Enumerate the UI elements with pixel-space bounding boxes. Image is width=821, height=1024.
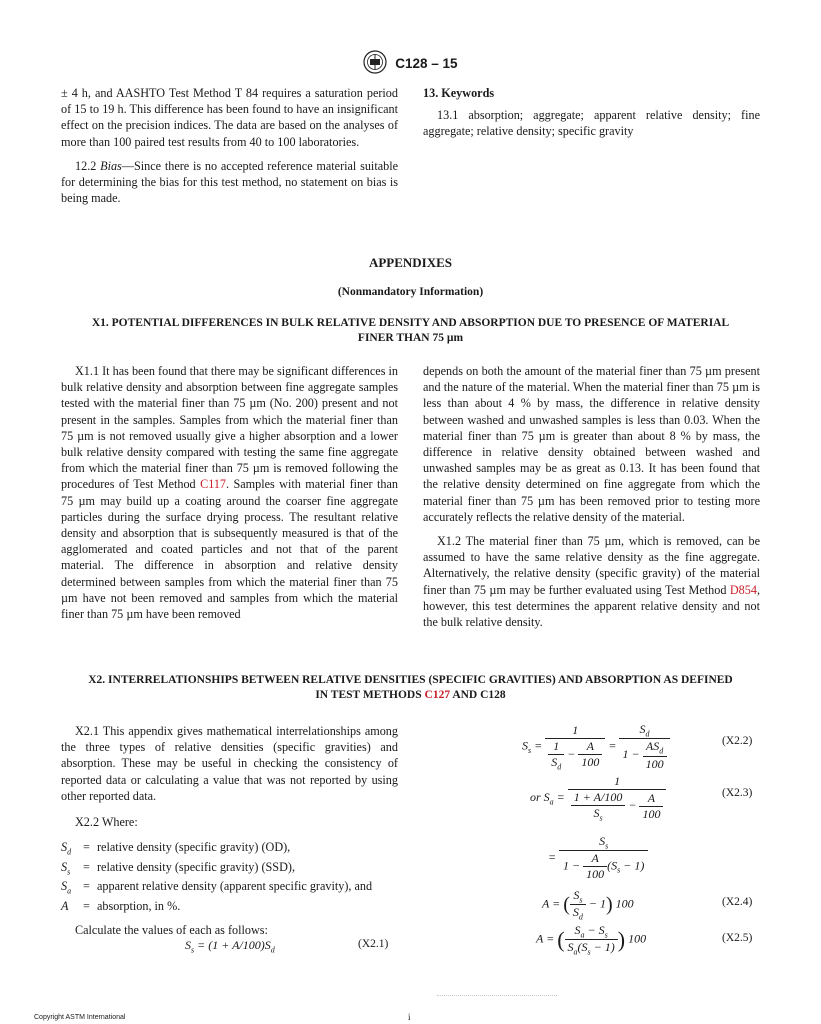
x2-heading: X2. INTERRELATIONSHIPS BETWEEN RELATIVE DENSITIES (SPECIFIC GRAVITIES) AND ABSORPTION AS DEFINED IN TEST METHODS C127 AND C128 [88, 674, 733, 701]
keywords-heading: 13. Keywords [423, 86, 495, 100]
x2-left-column [61, 723, 398, 938]
footer-copyright: Copyright ASTM International [34, 1014, 126, 1021]
keywords-text: 13.1 absorption; aggregate; apparent relative density; fine aggregate; relative density; specific gravity [423, 108, 760, 139]
equation-label-x2-2: (X2.2) [722, 735, 753, 747]
c127-link[interactable]: C127 [424, 689, 451, 701]
equation-label-x2-3: (X2.3) [722, 787, 753, 799]
x1-1-continuation: depends on both the amount of the material finer than 75 µm present and the nature of the material. When the material finer than 75 µm is less than about 4 % by mass, the difference in relative density between washed and unwashed samples is less than 0.03. When the material finer than 75 µm is greater than about 8 % by mass, the difference in relative density obtained between washed and unwashed samples may be as great as 0.13. It has been found that the relative density determined on fine aggregate from which the material finer than 75 µm has been removed prior to testing more accurately reflects the relative density of the material. [423, 364, 760, 524]
x1-right-column [423, 363, 760, 630]
standard-code: C128 – 15 [395, 56, 458, 71]
equation-x2-4: A = ( $\frac{S_s}{S_d}$ − 1) 100 [542, 888, 634, 922]
footer-divider [437, 995, 557, 996]
equation-x2-5: A = ( $\frac{S_a - S_s}{S_a(S_s - 1)}$ ) 100 [536, 923, 647, 957]
definition-sd: $S_d$ = relative density (specific gravity) (OD), [61, 840, 291, 857]
astm-logo-icon [363, 50, 387, 77]
definition-sa: $S_a$ = apparent relative density (apparent specific gravity), and [61, 879, 373, 896]
equation-label-x2-5: (X2.5) [722, 932, 753, 944]
keywords-section [423, 85, 760, 140]
calculate-instruction: Calculate the values of each as follows: [75, 922, 268, 937]
x2-1-paragraph: X2.1 This appendix gives mathematical interrelationships among the three types of relative densities (specific gravities) and absorption. These may be useful in checking the consistency of reported data or calculating a value that was not reported by using other reported data. [61, 724, 398, 803]
definitions-list [61, 840, 398, 913]
equation-label-x2-4: (X2.4) [722, 896, 753, 908]
appendixes-title: APPENDIXES [368, 255, 453, 270]
definition-ss: $S_s$ = relative density (specific gravity) (SSD), [61, 859, 295, 877]
x2-2-paragraph: X2.2 Where: [75, 815, 138, 830]
x1-1-paragraph: X1.1 It has been found that there may be significant differences in bulk relative density and absorption between fine aggregate samples tested with the material finer than 75 µm (No. 200) present and not present in the samples. Samples from which the material finer than 75 µm is not removed usually give a higher absorption and a lower bulk relative density compared with testing the same fine aggregate from which the material finer than 75 µm is removed following the procedures of Test Method C117. Samples with material finer than 75 µm may build up a coating around the coarser fine aggregate particles during the surface drying process. The resultant relative density and absorption that is subsequently measured is that of the agglomerated and coated particles and not that of the parent material. The difference in absorption and relative density determined between samples from which the material finer than 75 µm have not been removed and samples from which the material finer than 75 µm have been removed [61, 364, 398, 622]
equation-x2-3: or $S_a$ = 1 $\frac{1 + A/100}{S_s}$ − $\frac{A}{100}$ [530, 774, 666, 822]
d854-link[interactable]: D854 [729, 582, 757, 597]
x1-left-column [61, 363, 398, 622]
bias-paragraph: 12.2 Bias—Since there is no accepted reference material suitable for determining the bias for this test method, no statement on bias is being made. [61, 158, 398, 206]
equation-x2-1: $S_s = (1 + A/100)S_d$ [185, 938, 275, 955]
equation-x2-2: $S_s$ = 1 $\frac{1}{S_d}$ − $\frac{A}{100}$ = $S_d$ 1 − $\frac{AS_d}{100}$ [522, 722, 670, 772]
equation-x2-3-continued: = $S_s$ 1 − $\frac{A}{100}$ $(S_s - 1)$ [548, 834, 648, 882]
precision-continuation [61, 85, 398, 206]
page-number: i [408, 1012, 411, 1022]
x1-heading: X1. POTENTIAL DIFFERENCES IN BULK RELATIVE DENSITY AND ABSORPTION DUE TO PRESENCE OF MATERIAL FINER THAN 75 µm [91, 317, 730, 344]
c117-link[interactable]: C117 [200, 477, 227, 492]
page-header [0, 50, 821, 78]
appendixes-subtitle: (Nonmandatory Information) [337, 286, 484, 298]
x1-2-paragraph: X1.2 The material finer than 75 µm, which is removed, can be assumed to have the same relative density as the fine aggregate. Alternatively, the relative density (specific gravity) of the material finer than 75 µm may be further evaluated using Test Method D854, however, this test determines the apparent relative density and not the bulk relative density. [423, 534, 760, 630]
definition-a: A = absorption, in %. [61, 898, 181, 913]
equation-label-x2-1: (X2.1) [358, 938, 389, 950]
precision-paragraph: ± 4 h, and AASHTO Test Method T 84 requires a saturation period of 15 to 19 h. This difference has been found to have an insignificant effect on the precision indices. The data are based on the analyses of more than 100 paired test results from 40 to 100 laboratories. [61, 86, 398, 149]
